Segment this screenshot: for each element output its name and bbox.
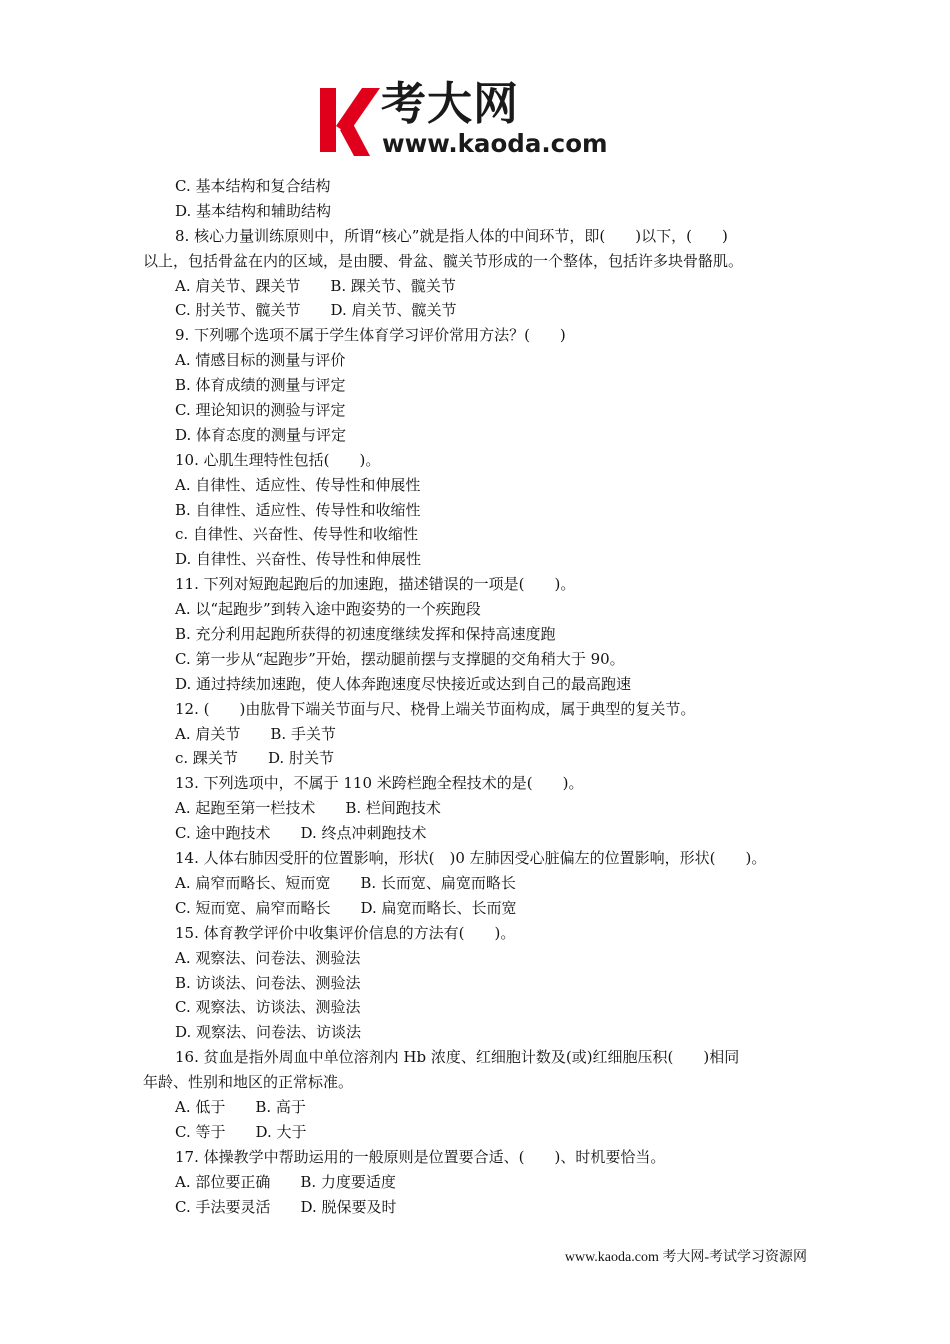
option-line: A. 情感目标的测量与评价 [175, 351, 346, 370]
option-line: D. 体育态度的测量与评定 [175, 425, 347, 444]
option-line: A. 部位要正确 B. 力度要适度 [175, 1172, 396, 1191]
option-line: c. 踝关节 D. 肘关节 [175, 749, 334, 768]
logo-chinese-text: 考大网 [381, 77, 520, 130]
option-line: C. 肘关节、髋关节 D. 肩关节、髋关节 [175, 301, 457, 320]
option-line: A. 观察法、问卷法、测验法 [175, 948, 361, 967]
option-line: c. 自律性、兴奋性、传导性和收缩性 [175, 525, 418, 544]
option-line: C. 第一步从“起跑步”开始，摆动腿前摆与支撑腿的交角稍大于 90。 [175, 649, 625, 668]
option-line: C. 短而宽、扁窄而略长 D. 扁宽而略长、长而宽 [175, 898, 517, 917]
option-line: B. 充分利用起跑所获得的初速度继续发挥和保持高速度跑 [175, 625, 556, 644]
option-line: C. 手法要灵活 D. 脱保要及时 [175, 1197, 397, 1216]
option-line: D. 基本结构和辅助结构 [175, 201, 332, 220]
option-line: A. 肩关节、踝关节 B. 踝关节、髋关节 [175, 276, 456, 295]
option-line: D. 自律性、兴奋性、传导性和伸展性 [175, 550, 422, 569]
k-logo-icon [318, 86, 382, 158]
question-line: 17. 体操教学中帮助运用的一般原则是位置要合适、( )、时机要恰当。 [175, 1147, 666, 1166]
kaoda-logo [318, 77, 638, 162]
question-line: 15. 体育教学评价中收集评价信息的方法有( )。 [175, 923, 516, 942]
question-line: 14. 人体右肺因受肝的位置影响，形状( )0 左肺因受心脏偏左的位置影响，形状( )。 [175, 849, 767, 868]
option-line: C. 途中跑技术 D. 终点冲刺跑技术 [175, 824, 427, 843]
option-line: A. 肩关节 B. 手关节 [175, 724, 336, 743]
option-line: C. 观察法、访谈法、测验法 [175, 998, 361, 1017]
page-footer: www.kaoda.com 考大网-考试学习资源网 [564, 1250, 807, 1265]
option-line: D. 通过持续加速跑，使人体奔跑速度尽快接近或达到自己的最高跑速 [175, 674, 632, 693]
option-line: B. 访谈法、问卷法、测验法 [175, 973, 361, 992]
option-line: A. 起跑至第一栏技术 B. 栏间跑技术 [175, 799, 441, 818]
question-content [143, 174, 813, 1219]
option-line: C. 等于 D. 大于 [175, 1122, 307, 1141]
question-line: 13. 下列选项中，不属于 110 米跨栏跑全程技术的是( )。 [175, 774, 584, 793]
option-line: A. 自律性、适应性、传导性和伸展性 [175, 475, 421, 494]
question-line: 16. 贫血是指外周血中单位溶剂内 Hb 浓度、红细胞计数及(或)红细胞压积( )相同 [175, 1048, 740, 1067]
option-line: C. 理论知识的测验与评定 [175, 401, 346, 420]
option-line: C. 基本结构和复合结构 [175, 177, 331, 195]
option-line: A. 扁窄而略长、短而宽 B. 长而宽、扁宽而略长 [175, 873, 516, 892]
option-line: B. 体育成绩的测量与评定 [175, 376, 346, 395]
question-continuation: 年龄、性别和地区的正常标准。 [143, 1073, 354, 1092]
question-line: 8. 核心力量训练原则中，所谓“核心”就是指人体的中间环节，即( )以下，( ) [175, 226, 728, 245]
question-line: 9. 下列哪个选项不属于学生体育学习评价常用方法？( ) [175, 326, 566, 345]
option-line: D. 观察法、问卷法、访谈法 [175, 1023, 362, 1042]
option-line: A. 低于 B. 高于 [175, 1097, 306, 1116]
question-continuation: 以上，包括骨盆在内的区域，是由腰、骨盆、髋关节形成的一个整体，包括许多块骨骼肌。 [143, 251, 744, 270]
logo-url-text: www.kaoda.com [382, 129, 608, 158]
option-line: B. 自律性、适应性、传导性和收缩性 [175, 500, 421, 519]
question-line: 12. ( )由肱骨下端关节面与尺、桡骨上端关节面构成，属于典型的复关节。 [175, 699, 696, 718]
question-line: 10. 心肌生理特性包括( )。 [175, 450, 381, 469]
question-line: 11. 下列对短跑起跑后的加速跑，描述错误的一项是( )。 [175, 575, 576, 594]
option-line: A. 以“起跑步”到转入途中跑姿势的一个疾跑段 [175, 600, 481, 619]
